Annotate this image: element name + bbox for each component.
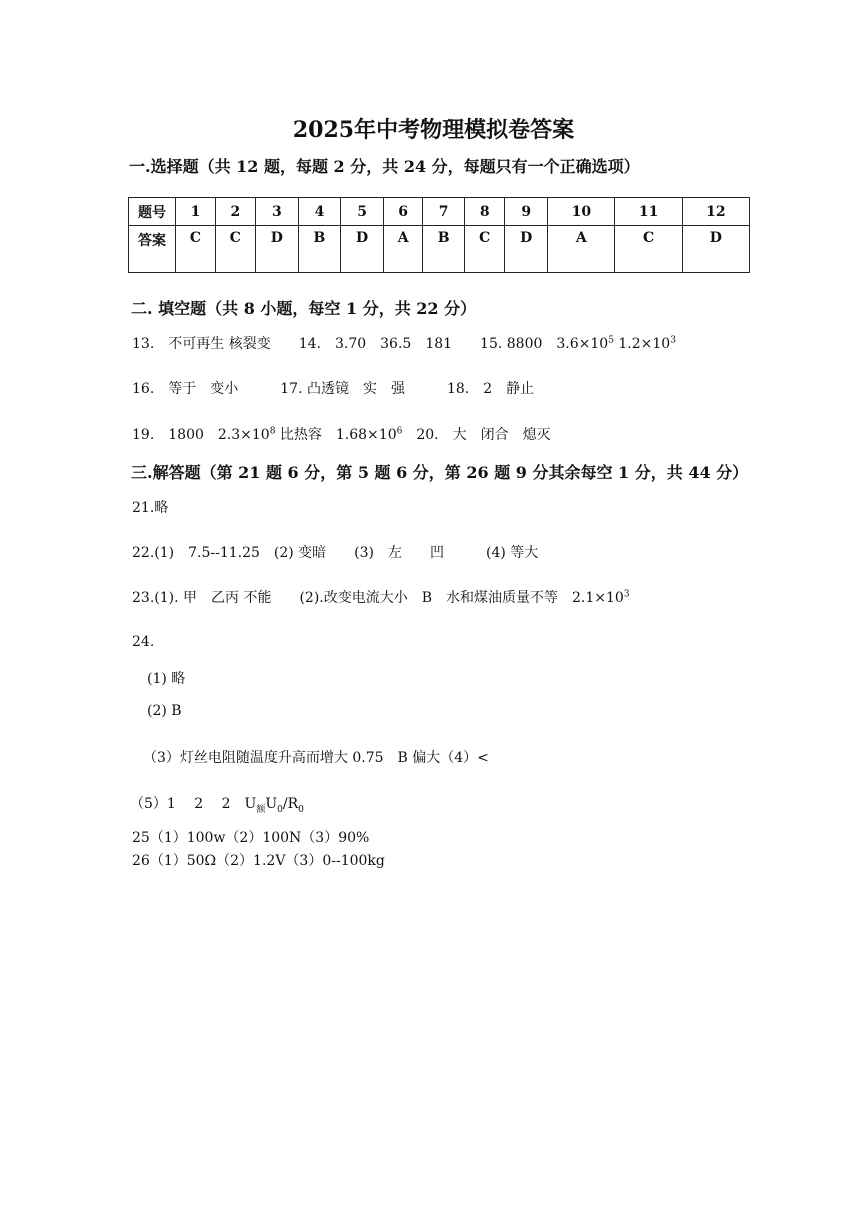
section3-heading: 三.解答题（第 21 题 6 分，第 5 题 6 分，第 26 题 9 分其余每空 1 分，共 44 分）	[131, 463, 749, 482]
answer-cell: D	[505, 226, 548, 273]
section2-heading: 二. 填空题（共 8 小题，每空 1 分，共 22 分）	[131, 299, 477, 318]
answer-25: 25（1）100w（2）100N（3）90%	[132, 830, 370, 846]
answer-24-5: （5）1 2 2 $U_额U_0/R_0$	[130, 796, 304, 815]
answer-cell: D	[255, 226, 298, 273]
answer-cell: B	[298, 226, 340, 273]
answer-row	[129, 226, 750, 273]
answer-cell: D	[341, 226, 384, 273]
question-number-cell: 9	[505, 198, 548, 226]
answer-24-1: (1) 略	[147, 671, 186, 687]
answer-cell: A	[548, 226, 615, 273]
question-number-cell: 11	[615, 198, 682, 226]
answer-line-19-20: 19. 1800 $2.3\times 10^8$ 比热容 $1.68\times 10^6$ 20. 大 闭合 熄灭	[132, 426, 551, 443]
question-number-cell: 8	[465, 198, 505, 226]
section1-heading: 一.选择题（共 12 题，每题 2 分，共 24 分，每题只有一个正确选项）	[129, 157, 640, 176]
answer-23: 23.(1). 甲 乙丙 不能 (2).改变电流大小 B 水和煤油质量不等 $2.1\times 10^3$	[132, 589, 630, 606]
question-number-cell: 12	[682, 198, 749, 226]
row-label-number: 题号	[129, 198, 176, 226]
page-title: 2025年中考物理模拟卷答案	[292, 117, 575, 143]
answer-24: 24.	[132, 634, 155, 650]
question-number-cell: 10	[548, 198, 615, 226]
question-number-cell: 7	[423, 198, 465, 226]
question-number-cell: 6	[384, 198, 423, 226]
answer-cell: C	[215, 226, 255, 273]
question-number-cell: 2	[215, 198, 255, 226]
answer-cell: C	[465, 226, 505, 273]
answer-cell: C	[176, 226, 216, 273]
row-label-answer: 答案	[129, 226, 176, 273]
answer-line-16-18: 16. 等于 变小 17. 凸透镜 实 强 18. 2 静止	[132, 381, 535, 397]
answer-24-3: （3）灯丝电阻随温度升高而增大 0.75 B 偏大（4）<	[143, 750, 489, 766]
answer-22: 22.(1) 7.5--11.25 (2) 变暗 (3) 左 凹 (4) 等大	[132, 545, 539, 561]
answer-cell: B	[423, 226, 465, 273]
question-number-cell: 4	[298, 198, 340, 226]
answer-table	[128, 197, 750, 273]
question-number-cell: 5	[341, 198, 384, 226]
answer-cell: A	[384, 226, 423, 273]
question-number-row	[129, 198, 750, 226]
answer-24-2: (2) B	[147, 703, 182, 719]
answer-21: 21.略	[132, 500, 169, 516]
answer-cell: D	[682, 226, 749, 273]
answer-line-13-15: 13. 不可再生 核裂变 14. 3.70 36.5 181 15. 8800 $3.6\times 10^5$ $1.2\times 10^3$	[132, 335, 676, 352]
question-number-cell: 1	[176, 198, 216, 226]
question-number-cell: 3	[255, 198, 298, 226]
answer-26: 26（1）50Ω（2）1.2V（3）0--100kg	[132, 853, 385, 869]
answer-cell: C	[615, 226, 682, 273]
